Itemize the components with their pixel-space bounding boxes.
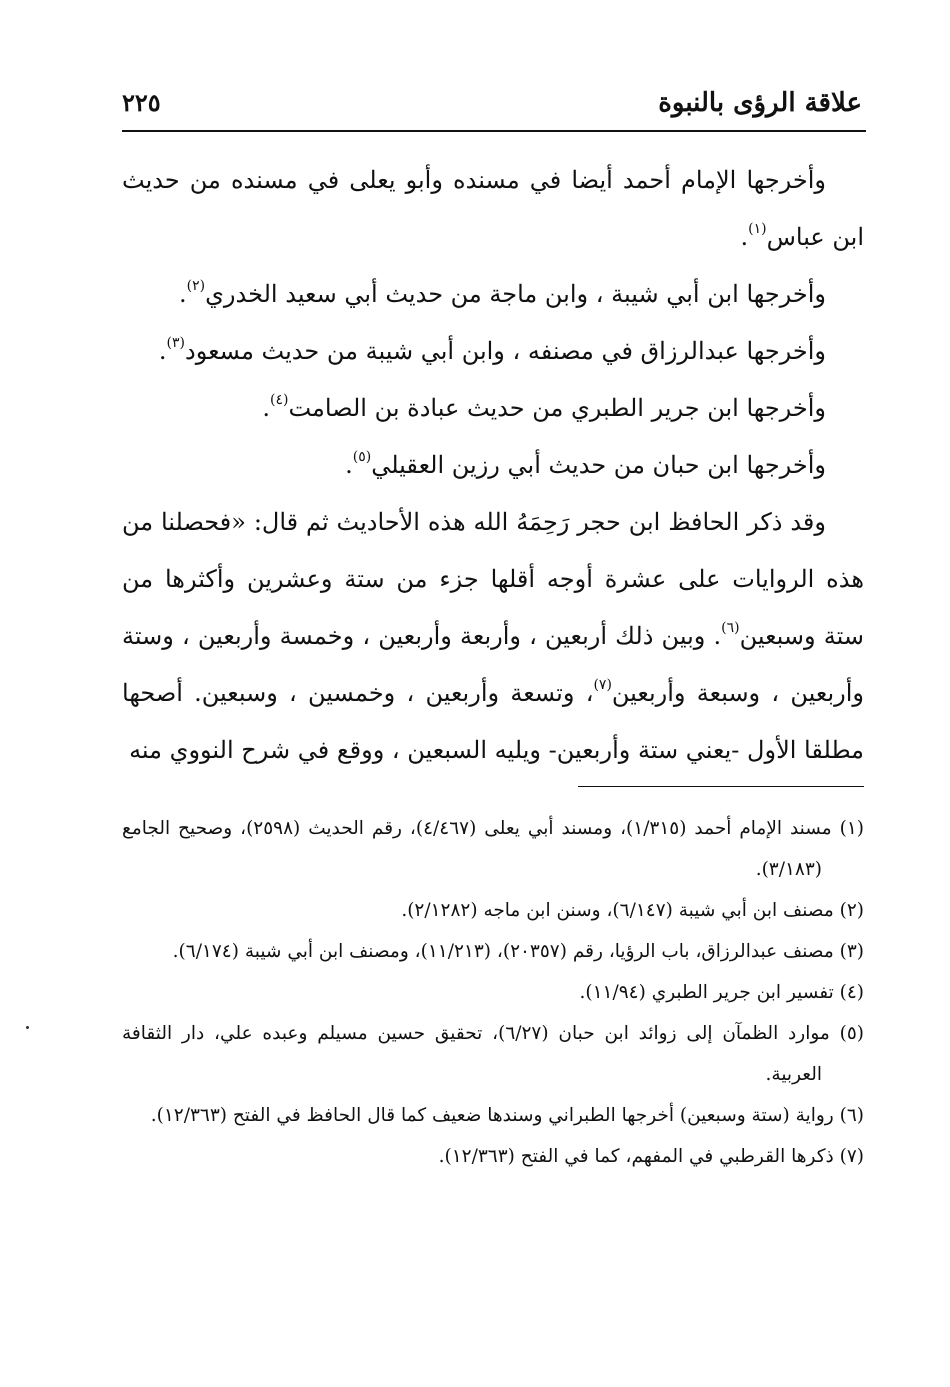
punctuation: . [158, 337, 167, 365]
paragraph [122, 380, 864, 437]
paragraph-text: وأخرجها ابن أبي شيبة ، وابن ماجة من حديث أبي سعيد الخدري [205, 280, 826, 308]
paragraph [122, 437, 864, 494]
paragraph [122, 323, 864, 380]
footnote: (٥) موارد الظمآن إلى زوائد ابن حبان (٦/٢٧)، تحقيق حسين مسيلم وعبده علي، دار الثقافة العربية. [122, 1023, 864, 1085]
header-rule [122, 130, 866, 132]
footnote: (٧) ذكرها القرطبي في المفهم، كما في الفتح (١٢/٣٦٣). [438, 1146, 864, 1167]
punctuation: . [740, 223, 749, 251]
punctuation: . [345, 451, 353, 479]
footnote-ref: (٥) [352, 449, 372, 465]
page-number: ٢٢٥ [122, 88, 161, 117]
footnote: (٦) رواية (ستة وسبعين) أخرجها الطبراني وسندها ضعيف كما قال الحافظ في الفتح (١٢/٣٦٣). [150, 1105, 864, 1126]
footnote-ref: (١) [748, 221, 767, 237]
paragraph-text: ، وتسعة وأربعين ، وخمسين ، وسبعين. أصحها مطلقا الأول -يعني ستة وأربعين- ويليه السبعين ، ووقع في شرح النووي منه [122, 679, 864, 764]
paragraph-text: وقد ذكر الحافظ ابن حجر رَحِمَهُ الله هذه الأحاديث ثم قال: «فحصلنا من هذه الروايات على عشرة أوجه أقلها جزء من ستة وعشرين وأكثرها من ستة وسبعين [122, 508, 864, 650]
footnote: (٣) مصنف عبدالرزاق، باب الرؤيا، رقم (٢٠٣٥٧)، (١١/٢١٣)، ومصنف ابن أبي شيبة (٦/١٧٤). [172, 941, 864, 962]
paragraph-text: وأخرجها ابن حبان من حديث أبي رزين العقيلي [371, 451, 826, 479]
footnote-ref: (٧) [593, 677, 612, 693]
footnote-ref: (٦) [721, 620, 740, 636]
footnote-ref: (٢) [186, 278, 206, 294]
footnote: (٤) تفسير ابن جرير الطبري (١١/٩٤). [579, 982, 864, 1003]
footnote-ref: (٣) [166, 335, 185, 351]
paragraph [122, 266, 864, 323]
footnote-separator [578, 786, 864, 787]
footnote-ref: (٤) [269, 392, 289, 408]
scan-speck [26, 1026, 29, 1029]
footnote: (١) مسند الإمام أحمد (١/٣١٥)، ومسند أبي يعلى (٤/٤٦٧)، رقم الحديث (٢٥٩٨)، وصحيح الجامع (٣/١٨٣). [122, 818, 864, 880]
punctuation: . [179, 280, 187, 308]
main-text [122, 152, 864, 779]
paragraph-text: وأخرجها عبدالرزاق في مصنفه ، وابن أبي شيبة من حديث مسعود [185, 337, 826, 365]
footnotes [122, 808, 864, 1177]
footnote: (٢) مصنف ابن أبي شيبة (٦/١٤٧)، وسنن ابن ماجه (٢/١٢٨٢). [401, 900, 864, 921]
punctuation: . [262, 394, 270, 422]
paragraph-text: . وبين ذلك أربعين ، وأربعة وأربعين ، وخمسة وأربعين ، وستة وأربعين ، وسبعة وأربعين [122, 622, 864, 707]
running-header [122, 84, 862, 124]
paragraph-text: وأخرجها الإمام أحمد أيضا في مسنده وأبو يعلى في مسنده من حديث ابن عباس [122, 166, 864, 251]
closing-paragraph [122, 494, 864, 779]
paragraph [122, 152, 864, 266]
running-title: علاقة الرؤى بالنبوة [658, 88, 862, 118]
paragraph-text: وأخرجها ابن جرير الطبري من حديث عبادة بن الصامت [288, 394, 826, 422]
